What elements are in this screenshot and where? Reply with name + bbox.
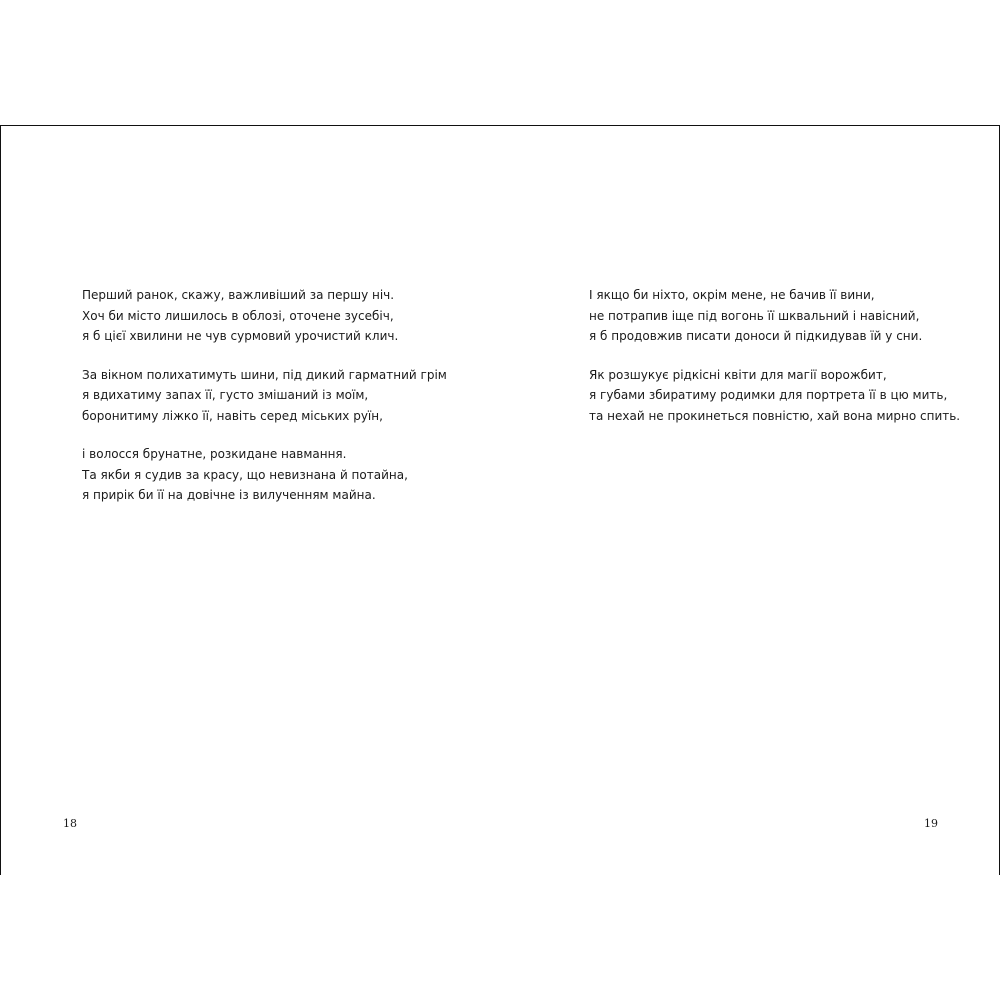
stanza — [82, 444, 447, 506]
poem-line: я вдихатиму запах її, густо змішаний із моїм, — [82, 388, 369, 402]
stanza — [589, 285, 960, 347]
poem-line: Та якби я судив за красу, що невизнана й потайна, — [82, 467, 408, 482]
poem-text-left — [82, 285, 447, 524]
poem-line: Хоч би місто лишилось в облозі, оточене зусебіч, — [82, 308, 394, 323]
left-page — [0, 125, 500, 875]
poem-line: я б цієї хвилини не чув сурмовий урочистий клич. — [82, 329, 399, 343]
stanza — [82, 365, 447, 427]
poem-line: та нехай не прокинеться повністю, хай вона мирно спить. — [589, 408, 961, 423]
poem-line: я прирік би її на довічне із вилученням майна. — [82, 488, 376, 502]
poem-line: І якщо би ніхто, окрім мене, не бачив її вини, — [589, 288, 875, 302]
right-page — [500, 125, 1000, 875]
page-number-right: 19 — [924, 817, 938, 830]
page-number-left: 18 — [63, 817, 77, 830]
poem-line: боронитиму ліжко її, навіть серед міських руїн, — [82, 408, 383, 423]
poem-line: Як розшукує рідкісні квіти для магії ворожбит, — [589, 367, 887, 382]
stanza — [589, 365, 960, 427]
stanza — [82, 285, 447, 347]
poem-text-right — [589, 285, 960, 444]
poem-line: не потрапив іще під вогонь її шквальний і навісний, — [589, 308, 920, 323]
poem-line: і волосся брунатне, розкидане навмання. — [82, 447, 347, 461]
poem-line: я б продовжив писати доноси й підкидував їй у сни. — [589, 329, 923, 343]
poem-line: За вікном полихатимуть шини, під дикий гарматний грім — [82, 367, 447, 382]
poem-line: я губами збиратиму родимки для портрета її в цю мить, — [589, 388, 948, 402]
poem-line: Перший ранок, скажу, важливіший за першу ніч. — [82, 288, 395, 302]
